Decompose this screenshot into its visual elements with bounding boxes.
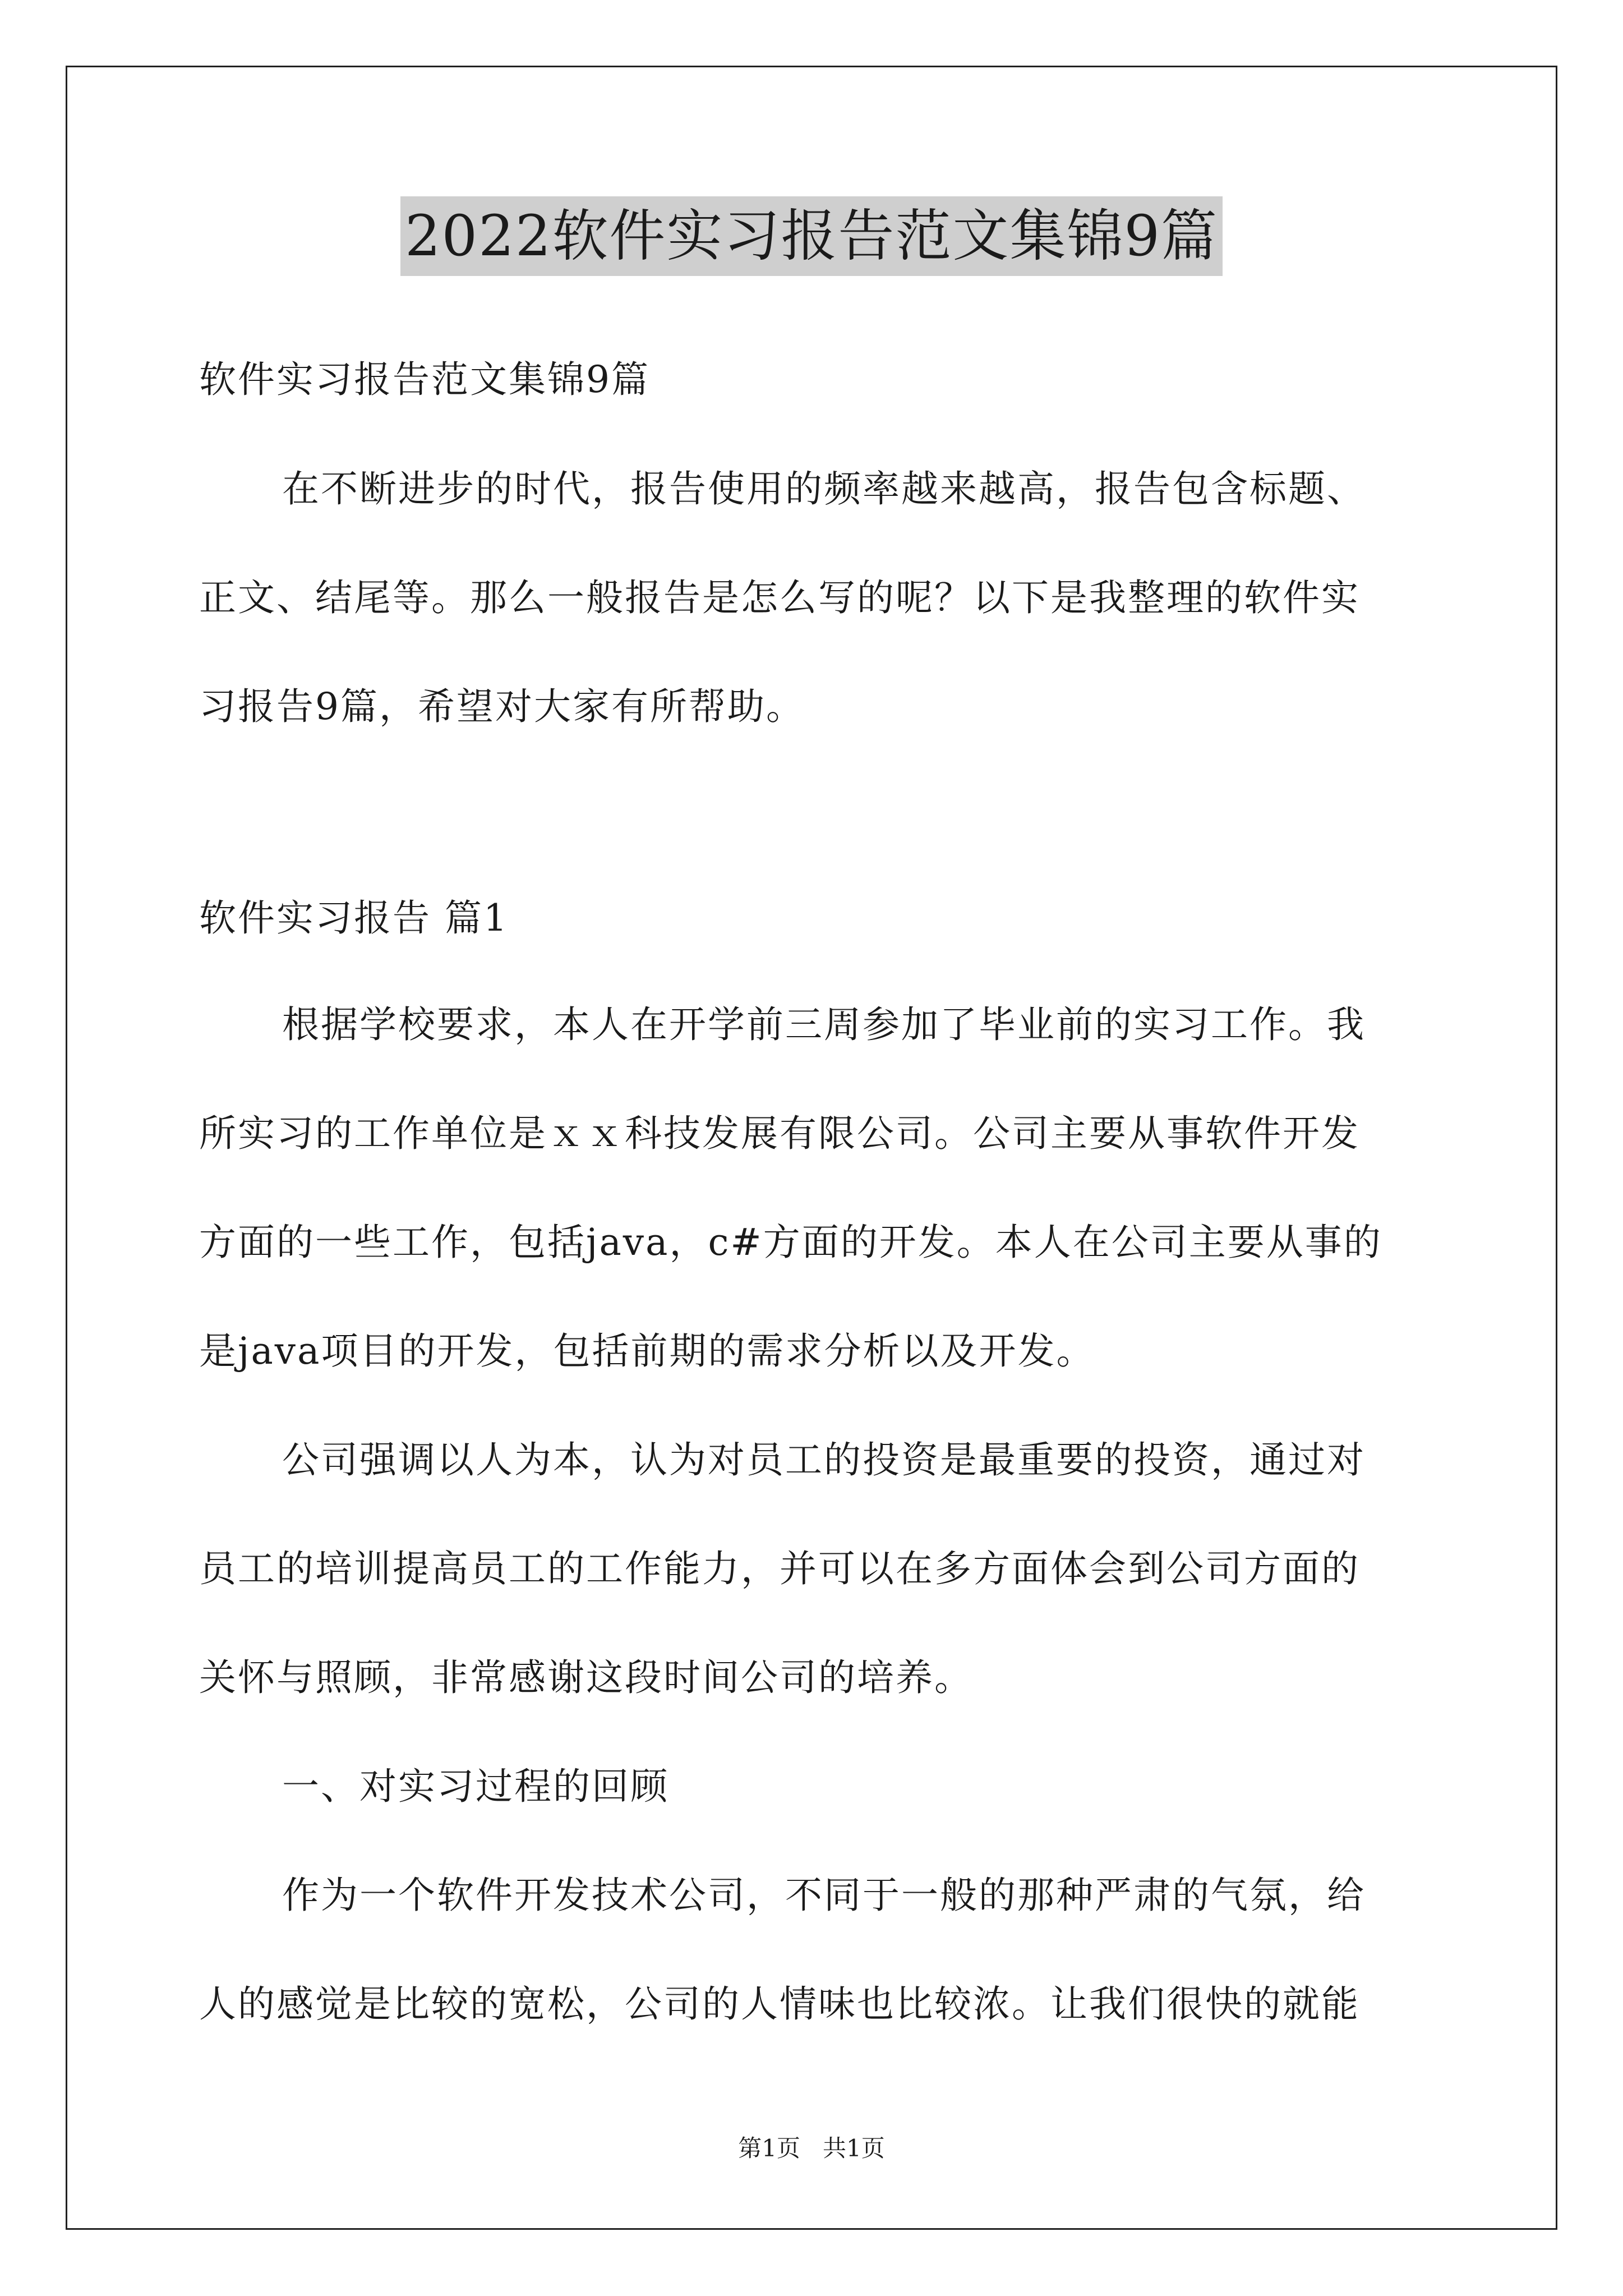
paragraph-line: 所实习的工作单位是ｘｘ科技发展有限公司。公司主要从事软件开发 — [199, 1112, 1360, 1155]
paragraph-line: 在不断进步的时代，报告使用的频率越来越高，报告包含标题、 — [282, 467, 1366, 510]
paragraph-line: 根据学校要求，本人在开学前三周参加了毕业前的实习工作。我 — [282, 1003, 1366, 1046]
paragraph-line: 方面的一些工作，包括java，c#方面的开发。本人在公司主要从事的 — [199, 1221, 1382, 1264]
subtitle-line: 软件实习报告范文集锦9篇 — [199, 358, 650, 401]
document-title — [0, 196, 1623, 276]
paragraph-line: 习报告9篇，希望对大家有所帮助。 — [199, 685, 805, 728]
section-heading: 软件实习报告 篇1 — [199, 896, 509, 940]
paragraph-line: 作为一个软件开发技术公司，不同于一般的那种严肃的气氛，给 — [282, 1874, 1366, 1917]
subsection-heading: 一、对实习过程的回顾 — [282, 1765, 669, 1808]
paragraph-line: 公司强调以人为本，认为对员工的投资是最重要的投资，通过对 — [282, 1438, 1366, 1481]
paragraph-line: 正文、结尾等。那么一般报告是怎么写的呢？以下是我整理的软件实 — [199, 576, 1360, 619]
document-title-text: 2022软件实习报告范文集锦9篇 — [400, 196, 1223, 276]
paragraph-line: 人的感觉是比较的宽松，公司的人情味也比较浓。让我们很快的就能 — [199, 1982, 1360, 2026]
paragraph-line: 是java项目的开发，包括前期的需求分析以及开发。 — [199, 1329, 1095, 1373]
page-footer: 第1页 共1页 — [738, 2134, 885, 2162]
paragraph-line: 员工的培训提高员工的工作能力，并可以在多方面体会到公司方面的 — [199, 1547, 1360, 1590]
paragraph-line: 关怀与照顾，非常感谢这段时间公司的培养。 — [199, 1656, 973, 1699]
